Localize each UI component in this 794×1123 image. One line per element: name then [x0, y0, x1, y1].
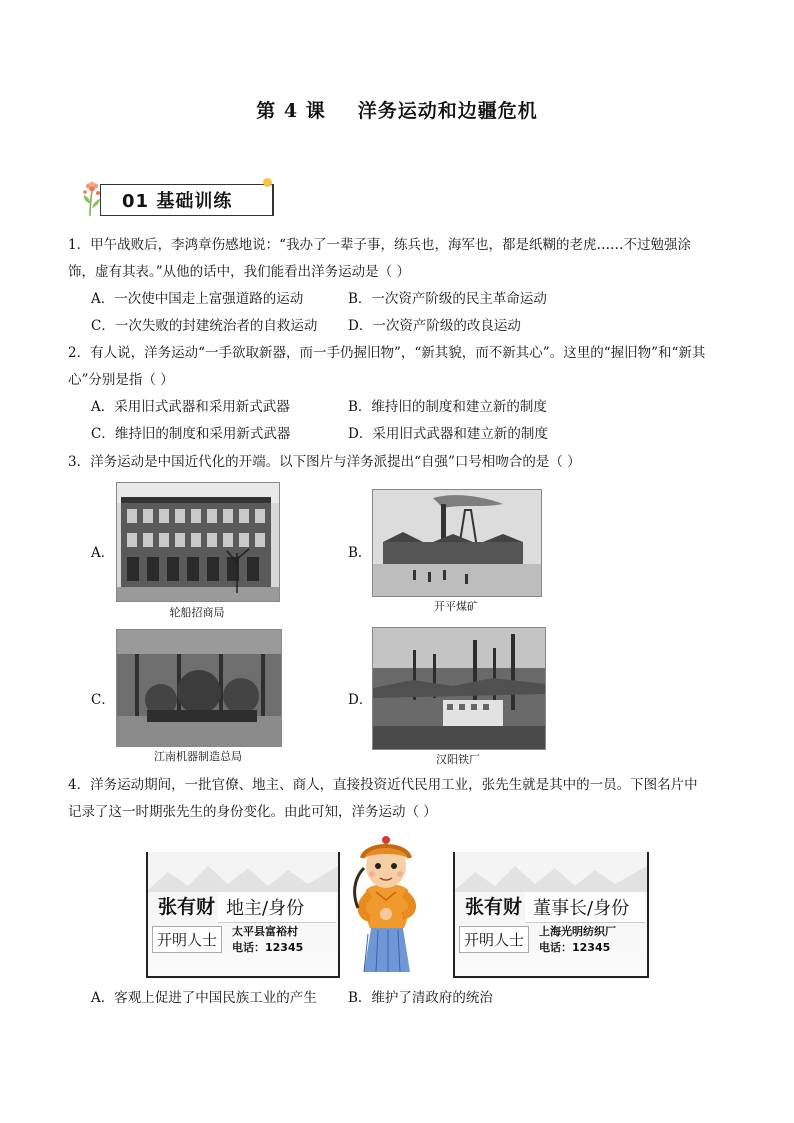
card1-tag: 开明人士: [152, 926, 222, 953]
card2-tag: 开明人士: [459, 926, 529, 953]
coal-mine-photo-image: [373, 490, 541, 596]
q2-option-c: C．维持旧的制度和采用新式武器: [91, 426, 291, 442]
q3-option-a-letter: A．: [91, 545, 115, 561]
q3-option-c-letter: C．: [91, 692, 115, 708]
q2-option-a: A．采用旧式武器和采用新式武器: [91, 399, 290, 415]
card2-role: 董事长/身份: [533, 898, 630, 919]
q1-stem-line2: 饰，虚有其表。”从他的话中，我们能看出洋务运动是（ ）: [68, 264, 410, 280]
card1-name: 张有财: [158, 896, 216, 918]
q3-option-d-letter: D．: [348, 692, 373, 708]
q3-photo-a: [116, 482, 280, 602]
q3-stem: 3．洋务运动是中国近代化的开端。以下图片与洋务派提出“自强”口号相吻合的是（ ）: [68, 454, 581, 470]
lesson-number: 第 4 课: [256, 100, 326, 122]
q3-caption-a: 轮船招商局: [169, 606, 225, 619]
lesson-name: 洋务运动和边疆危机: [357, 100, 538, 122]
q1-option-c: C．一次失败的封建统治者的自救运动: [91, 318, 318, 334]
q2-stem-line1: 2．有人说，洋务运动“一手欲取新器，而一手仍握旧物”，“新其貌，而不新其心”。这里的“握旧物”和“新其: [68, 345, 706, 361]
card2-name: 张有财: [465, 896, 523, 918]
q3-photo-c: [116, 629, 282, 747]
q2-option-d: D．采用旧式武器和建立新的制度: [348, 426, 548, 442]
q2-option-b: B．维持旧的制度和建立新的制度: [348, 399, 547, 415]
q4-stem-line2: 记录了这一时期张先生的身份变化。由此可知，洋务运动（ ）: [68, 804, 437, 820]
qing-man-cartoon-image: [346, 834, 428, 976]
q1-option-b: B．一次资产阶级的民主革命运动: [348, 291, 547, 307]
q4-option-b: B．维护了清政府的统治: [348, 990, 493, 1006]
q4-stem-line1: 4．洋务运动期间，一批官僚、地主、商人，直接投资近代民用工业，张先生就是其中的一员。下图名片中: [68, 777, 698, 793]
card1-phone: 电话：12345: [232, 941, 304, 954]
mountain-pattern-image: [455, 852, 647, 892]
q4-option-a: A．客观上促进了中国民族工业的产生: [91, 990, 317, 1006]
section-label: 01 基础训练: [122, 191, 233, 212]
arsenal-photo-image: [117, 630, 281, 746]
yellow-dot-icon: [263, 178, 272, 187]
q3-photo-d: [372, 627, 546, 750]
business-card-landlord: [146, 852, 340, 978]
section-banner: [78, 180, 274, 218]
q3-photo-b: [372, 489, 542, 597]
q3-option-b-letter: B．: [348, 545, 372, 561]
q2-stem-line2: 心”分别是指（ ）: [68, 372, 174, 388]
card1-role: 地主/身份: [226, 898, 305, 919]
q3-caption-c: 江南机器制造总局: [154, 750, 242, 763]
q1-option-d: D．一次资产阶级的改良运动: [348, 318, 521, 334]
building-photo-image: [117, 483, 279, 601]
card2-phone: 电话：12345: [539, 941, 611, 954]
q1-option-a: A．一次使中国走上富强道路的运动: [91, 291, 304, 307]
card2-address: 上海光明纺织厂: [539, 925, 616, 938]
business-card-chairman: [453, 852, 649, 978]
mountain-pattern-image: [148, 852, 338, 892]
q1-stem-line1: 1．甲午战败后，李鸿章伤感地说：“我办了一辈子事，练兵也，海军也，都是纸糊的老虎……不过勉强涂: [68, 237, 691, 253]
q3-caption-b: 开平煤矿: [434, 600, 478, 613]
ironworks-photo-image: [373, 628, 545, 749]
cartoon-figure: [346, 834, 428, 976]
q3-caption-d: 汉阳铁厂: [436, 753, 480, 766]
page-title: [0, 96, 794, 123]
card1-address: 太平县富裕村: [232, 925, 298, 938]
